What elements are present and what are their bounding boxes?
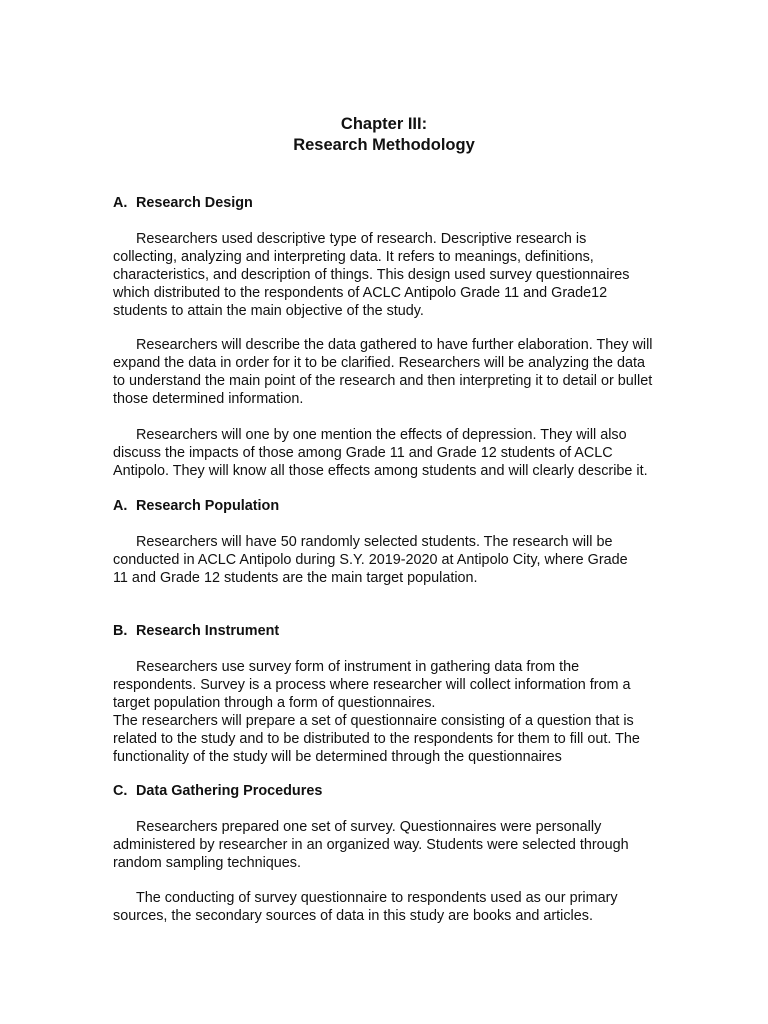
text-line: conducted in ACLC Antipolo during S.Y. 2019-2020 at Antipolo City, where Grade (113, 552, 628, 568)
text-line: Researchers use survey form of instrument in gathering data from the (136, 659, 580, 675)
paragraph (113, 426, 673, 480)
text-line: Antipolo. They will know all those effects among students and will clearly describe it. (113, 463, 648, 479)
text-line: 11 and Grade 12 students are the main target population. (113, 570, 478, 586)
text-line: The conducting of survey questionnaire to respondents used as our primary (136, 890, 618, 906)
section-title: Data Gathering Procedures (136, 783, 323, 799)
text-line: Researchers used descriptive type of research. Descriptive research is (136, 231, 587, 247)
text-line: functionality of the study will be determined through the questionnaires (113, 749, 562, 765)
chapter-title: Chapter III: (340, 115, 428, 133)
text-line: sources, the secondary sources of data in this study are books and articles. (113, 908, 593, 924)
paragraph (113, 533, 673, 587)
text-line: collecting, analyzing and interpreting data. It refers to meanings, definitions, (113, 249, 594, 265)
paragraph (113, 889, 673, 925)
section-letter: C. (113, 783, 128, 799)
text-line: respondents. Survey is a process where researcher will collect information from a (113, 677, 631, 693)
chapter-subtitle: Research Methodology (293, 136, 475, 154)
paragraph (113, 658, 673, 766)
section-title: Research Design (136, 195, 253, 211)
text-line: The researchers will prepare a set of questionnaire consisting of a question that is (113, 713, 634, 729)
paragraph (113, 230, 673, 320)
section-heading-data-gathering (113, 782, 322, 800)
text-line: random sampling techniques. (113, 855, 301, 871)
section-heading-research-design (113, 194, 253, 212)
text-line: administered by researcher in an organized way. Students were selected through (113, 837, 629, 853)
paragraph (113, 336, 673, 408)
section-title: Research Instrument (136, 623, 280, 639)
paragraph (113, 818, 673, 872)
text-line: those determined information. (113, 391, 304, 407)
section-heading-research-population (113, 497, 279, 515)
text-line: Researchers will have 50 randomly selected students. The research will be (136, 534, 613, 550)
text-line: related to the study and to be distributed to the respondents for them to fill out. The (113, 731, 640, 747)
text-line: expand the data in order for it to be clarified. Researchers will be analyzing the data (113, 355, 645, 371)
section-heading-research-instrument (113, 622, 279, 640)
section-letter: A. (113, 195, 128, 211)
text-line: discuss the impacts of those among Grade 11 and Grade 12 students of ACLC (113, 445, 613, 461)
text-line: to understand the main point of the research and then interpreting it to detail or bullet (113, 373, 653, 389)
text-line: Researchers will one by one mention the effects of depression. They will also (136, 427, 627, 443)
text-line: characteristics, and description of things. This design used survey questionnaires (113, 267, 630, 283)
text-line: target population through a form of questionnaires. (113, 695, 436, 711)
section-title: Research Population (136, 498, 280, 514)
text-line: students to attain the main objective of the study. (113, 303, 424, 319)
text-line: Researchers prepared one set of survey. Questionnaires were personally (136, 819, 602, 835)
section-letter: A. (113, 498, 128, 514)
text-line: which distributed to the respondents of ACLC Antipolo Grade 11 and Grade12 (113, 285, 608, 301)
text-line: Researchers will describe the data gathered to have further elaboration. They will (136, 337, 653, 353)
section-letter: B. (113, 623, 128, 639)
